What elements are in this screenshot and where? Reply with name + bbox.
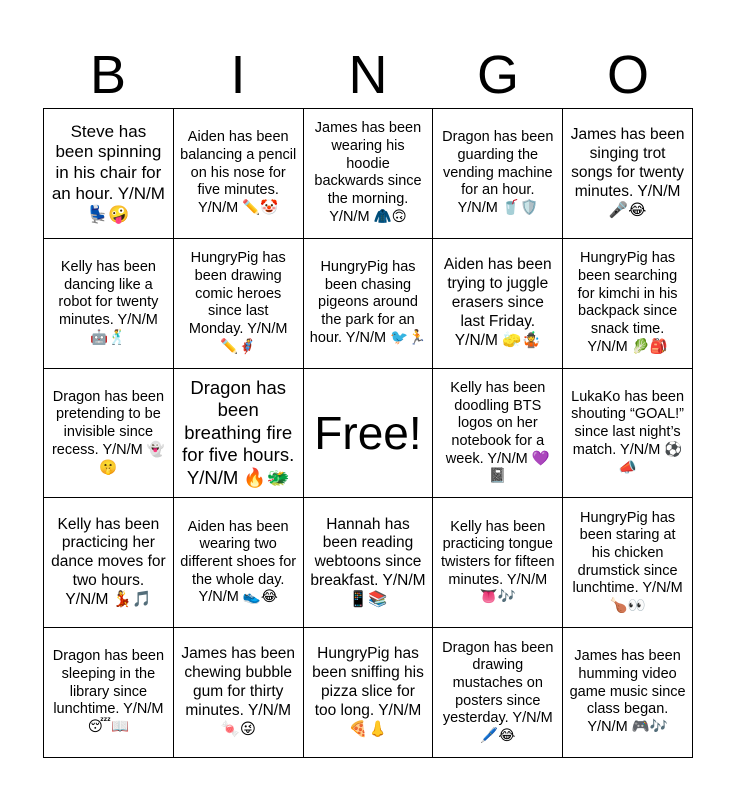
bingo-cell[interactable] (174, 239, 304, 369)
bingo-cell[interactable] (563, 109, 693, 239)
header-letter-i: I (230, 45, 246, 105)
cell-text: Kelly has been dancing like a robot for twenty minutes. Y/N/M 🤖🕺 (58, 258, 159, 346)
bingo-cell[interactable] (174, 109, 304, 239)
bingo-header (43, 44, 693, 106)
cell-text: Dragon has been drawing mustaches on posters since yesterday. Y/N/M 🖊️😂 (442, 639, 554, 744)
cell-text: Aiden has been wearing two different shoes for the whole day. Y/N/M 👟😂 (180, 518, 297, 606)
free-space[interactable] (304, 369, 434, 499)
cell-text: Hannah has been reading webtoons since breakfast. Y/N/M 📱📚 (310, 515, 426, 609)
cell-text: James has been chewing bubble gum for thirty minutes. Y/N/M 🍬😜 (181, 645, 296, 738)
cell-text: Steve has been spinning in his chair for an hour. Y/N/M 💺🤪 (51, 121, 165, 224)
bingo-cell[interactable] (44, 109, 174, 239)
bingo-cell[interactable] (44, 369, 174, 499)
bingo-cell[interactable] (433, 109, 563, 239)
cell-text: HungryPig has been staring at his chicken drumstick since lunchtime. Y/N/M 🍗👀 (572, 509, 683, 615)
bingo-cell[interactable] (433, 369, 563, 499)
cell-text: Dragon has been sleeping in the library since lunchtime. Y/N/M 😴📖 (52, 648, 165, 736)
free-space-label: Free! (314, 406, 422, 459)
bingo-cell[interactable] (44, 239, 174, 369)
cell-text: Dragon has been breathing fire for five hours. Y/N/M 🔥🐲 (182, 376, 295, 488)
bingo-cell[interactable] (304, 628, 434, 758)
cell-text: HungryPig has been sniffing his pizza slice for too long. Y/N/M 🍕👃 (312, 645, 424, 738)
cell-text: Dragon has been pretending to be invisible since recess. Y/N/M 👻🤫 (51, 388, 165, 476)
cell-text: LukaKo has been shouting “GOAL!” since last night’s match. Y/N/M ⚽📣 (571, 388, 685, 476)
bingo-cell[interactable] (563, 628, 693, 758)
cell-text: Aiden has been balancing a pencil on his nose for five minutes. Y/N/M ✏️🤡 (180, 129, 297, 216)
cell-text: HungryPig has been chasing pigeons around the park for an hour. Y/N/M 🐦🏃 (309, 258, 427, 346)
bingo-cell[interactable] (563, 369, 693, 499)
bingo-cell[interactable] (433, 498, 563, 628)
bingo-cell[interactable] (44, 628, 174, 758)
bingo-cell[interactable] (174, 498, 304, 628)
cell-text: Aiden has been trying to juggle erasers since last Friday. Y/N/M 🧽🤹 (443, 255, 552, 349)
header-letter-n: N (348, 45, 388, 105)
cell-text: James has been humming video game music since class began. Y/N/M 🎮🎶 (569, 648, 686, 736)
bingo-cell[interactable] (174, 628, 304, 758)
bingo-cell[interactable] (433, 628, 563, 758)
bingo-cell[interactable] (304, 498, 434, 628)
cell-text: Kelly has been doodling BTS logos on her notebook for a week. Y/N/M 💜📓 (445, 379, 550, 485)
cell-text: Kelly has been practicing her dance moves for two hours. Y/N/M 💃🎵 (51, 515, 166, 609)
bingo-cell[interactable] (304, 109, 434, 239)
bingo-grid (43, 108, 693, 758)
bingo-cell[interactable] (304, 239, 434, 369)
cell-text: Dragon has been guarding the vending machine for an hour. Y/N/M 🥤🛡️ (442, 129, 554, 216)
cell-text: HungryPig has been drawing comic heroes since last Monday. Y/N/M ✏️🦸 (188, 250, 288, 355)
cell-text: HungryPig has been searching for kimchi in his backpack since snack time. Y/N/M 🥬🎒 (577, 250, 678, 355)
bingo-cell[interactable] (563, 239, 693, 369)
header-letter-b: B (89, 45, 127, 105)
cell-text: Kelly has been practicing tongue twisters for fifteen minutes. Y/N/M 👅🎶 (440, 518, 555, 606)
header-letter-g: G (476, 45, 519, 105)
bingo-cell[interactable] (563, 498, 693, 628)
header-letter-o: O (606, 45, 649, 105)
cell-text: James has been wearing his hoodie backwards since the morning. Y/N/M 🧥🙃 (314, 120, 422, 225)
bingo-cell[interactable] (44, 498, 174, 628)
bingo-cell[interactable] (433, 239, 563, 369)
bingo-cell[interactable] (174, 369, 304, 499)
cell-text: James has been singing trot songs for twenty minutes. Y/N/M 🎤😂 (570, 126, 685, 219)
